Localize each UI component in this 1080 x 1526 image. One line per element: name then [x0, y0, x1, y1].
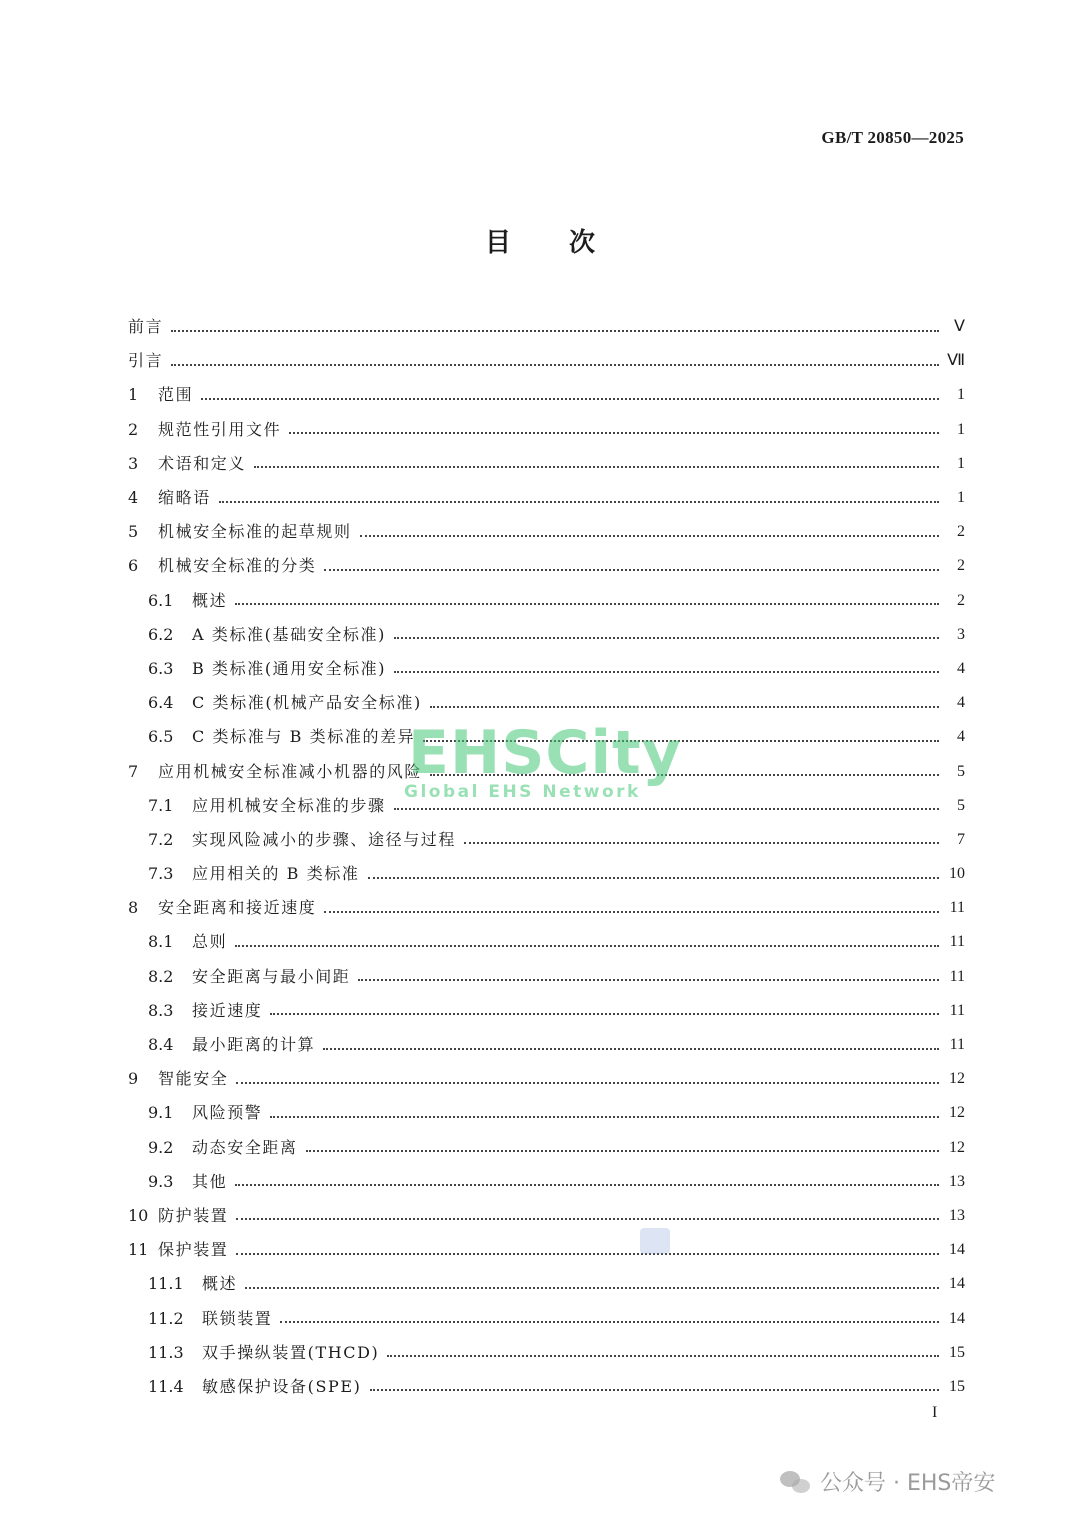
toc-entry-page: 4 — [957, 659, 965, 677]
toc-entry-number: 1 — [128, 385, 139, 405]
toc-entry-page: 11 — [949, 1036, 965, 1054]
toc-entry-title: 缩略语 — [158, 488, 211, 508]
dot-leader — [324, 568, 939, 571]
toc-entry[interactable] — [128, 413, 965, 447]
toc-entry[interactable] — [128, 686, 965, 720]
toc-entry-title: 安全距离和接近速度 — [158, 898, 317, 918]
toc-entry-page: 4 — [957, 728, 965, 746]
dot-leader — [270, 1115, 939, 1118]
table-of-contents — [128, 310, 965, 1404]
toc-entry[interactable] — [128, 1165, 965, 1199]
toc-entry[interactable] — [128, 925, 965, 959]
dot-leader — [235, 1183, 939, 1186]
toc-entry[interactable] — [128, 344, 965, 378]
toc-entry-title: 联锁装置 — [202, 1308, 273, 1328]
toc-entry-number: 8.1 — [148, 932, 174, 952]
toc-entry-number: 7.2 — [148, 829, 174, 849]
toc-entry-title: 安全距离与最小间距 — [192, 966, 351, 986]
dot-leader — [219, 500, 939, 503]
toc-entry-number: 3 — [128, 453, 139, 473]
dot-leader — [360, 534, 939, 537]
toc-entry-page: 5 — [957, 796, 965, 814]
watermark-tagline: Global EHS Network — [404, 782, 641, 802]
toc-entry-number: 9.1 — [148, 1103, 174, 1123]
toc-entry-page: 11 — [949, 933, 965, 951]
toc-entry-number: 11.1 — [148, 1274, 184, 1294]
toc-entry-page: 2 — [957, 591, 965, 609]
toc-entry[interactable] — [128, 789, 965, 823]
toc-entry-title: 保护装置 — [158, 1240, 229, 1260]
toc-entry-number: 11.4 — [148, 1376, 184, 1396]
toc-entry-title: 应用机械安全标准的步骤 — [192, 795, 386, 815]
toc-entry-number: 4 — [128, 488, 139, 508]
dot-leader — [394, 636, 939, 639]
toc-entry[interactable] — [128, 447, 965, 481]
toc-entry[interactable] — [128, 1233, 965, 1267]
toc-entry[interactable] — [128, 891, 965, 925]
toc-entry-page: 4 — [957, 694, 965, 712]
toc-entry[interactable] — [128, 1131, 965, 1165]
page-title: 目次 — [484, 228, 653, 258]
toc-entry-page: 2 — [957, 523, 965, 541]
dot-leader — [235, 944, 939, 947]
toc-entry-number: 8.4 — [148, 1035, 174, 1055]
toc-entry-page: 11 — [949, 1001, 965, 1019]
toc-entry[interactable] — [128, 310, 965, 344]
toc-entry-title: 最小距离的计算 — [192, 1035, 316, 1055]
toc-entry-page: 15 — [949, 1343, 965, 1361]
toc-entry-title: 实现风险减小的步骤、途径与过程 — [192, 829, 457, 849]
toc-entry[interactable] — [128, 1301, 965, 1335]
toc-entry-title: C 类标准(机械产品安全标准) — [192, 693, 422, 713]
toc-entry[interactable] — [128, 823, 965, 857]
toc-entry[interactable] — [128, 994, 965, 1028]
toc-entry[interactable] — [128, 720, 965, 754]
toc-entry[interactable] — [128, 549, 965, 583]
toc-entry-title: 动态安全距离 — [192, 1137, 298, 1157]
toc-entry-number: 11.2 — [148, 1308, 184, 1328]
toc-entry-number: 6.4 — [148, 693, 174, 713]
dot-leader — [430, 773, 939, 776]
toc-entry-number: 8.3 — [148, 1000, 174, 1020]
dot-leader — [171, 363, 939, 366]
dot-leader — [394, 670, 939, 673]
dot-leader — [236, 1217, 939, 1220]
toc-entry-title: 防护装置 — [158, 1205, 229, 1225]
toc-entry-title: 术语和定义 — [158, 453, 247, 473]
toc-entry-number: 11.3 — [148, 1342, 184, 1362]
toc-entry-title: 敏感保护设备(SPE) — [202, 1376, 362, 1396]
toc-entry-page: 1 — [957, 420, 965, 438]
toc-entry-page: 14 — [949, 1241, 965, 1259]
watermark-brand: EHSCity — [408, 718, 682, 788]
toc-entry-page: 2 — [957, 557, 965, 575]
dot-leader — [289, 431, 939, 434]
toc-entry[interactable] — [128, 1336, 965, 1370]
wechat-icon — [780, 1469, 810, 1495]
toc-entry[interactable] — [128, 1370, 965, 1404]
toc-entry-page: Ⅶ — [947, 352, 965, 370]
toc-entry-number: 6.3 — [148, 658, 174, 678]
toc-entry[interactable] — [128, 378, 965, 412]
toc-entry-title: 前言 — [128, 317, 164, 337]
toc-entry[interactable] — [128, 754, 965, 788]
dot-leader — [394, 807, 939, 810]
footer-watermark — [780, 1466, 995, 1497]
toc-entry-page: 11 — [949, 967, 965, 985]
toc-entry-number: 7.3 — [148, 864, 174, 884]
toc-entry-title: 双手操纵装置(THCD) — [202, 1342, 380, 1362]
toc-entry-page: 15 — [949, 1377, 965, 1395]
toc-entry-title: 应用相关的 B 类标准 — [192, 864, 360, 884]
toc-entry-page: 12 — [949, 1104, 965, 1122]
dot-leader — [201, 397, 939, 400]
toc-entry-page: 10 — [949, 865, 965, 883]
dot-leader — [423, 739, 939, 742]
toc-entry-title: 概述 — [202, 1274, 238, 1294]
toc-entry-number: 8 — [128, 898, 139, 918]
dot-leader — [387, 1354, 939, 1357]
toc-entry-title: C 类标准与 B 类标准的差异 — [192, 727, 416, 747]
toc-entry-title: 风险预警 — [192, 1103, 263, 1123]
toc-entry-number: 6.1 — [148, 590, 174, 610]
dot-leader — [236, 1252, 939, 1255]
toc-entry-page: 12 — [949, 1070, 965, 1088]
toc-entry-page: 13 — [949, 1172, 965, 1190]
sac-logo-icon — [640, 1228, 670, 1254]
toc-entry[interactable] — [128, 1096, 965, 1130]
dot-leader — [254, 465, 939, 468]
standard-code: GB/T 20850—2025 — [821, 128, 964, 147]
toc-entry-page: Ⅴ — [954, 318, 965, 336]
dot-leader — [370, 1388, 940, 1391]
toc-entry-number: 7.1 — [148, 795, 174, 815]
toc-entry-page: 14 — [949, 1275, 965, 1293]
toc-entry[interactable] — [128, 1199, 965, 1233]
toc-entry-number: 10 — [128, 1205, 149, 1225]
dot-leader — [245, 1286, 939, 1289]
toc-entry-number: 6 — [128, 556, 139, 576]
toc-entry-number: 9.3 — [148, 1171, 174, 1191]
dot-leader — [280, 1320, 939, 1323]
toc-entry-title: 概述 — [192, 590, 228, 610]
toc-entry-page: 3 — [957, 625, 965, 643]
toc-entry-title: 总则 — [192, 932, 228, 952]
toc-entry-title: 引言 — [128, 351, 164, 371]
page-number: I — [932, 1404, 938, 1421]
dot-leader — [358, 978, 939, 981]
toc-entry[interactable] — [128, 1028, 965, 1062]
toc-entry-page: 1 — [957, 489, 965, 507]
toc-entry-title: A 类标准(基础安全标准) — [192, 624, 386, 644]
toc-entry-page: 5 — [957, 762, 965, 780]
toc-entry-page: 1 — [957, 454, 965, 472]
toc-entry-number: 9 — [128, 1069, 139, 1089]
toc-entry-page: 7 — [957, 830, 965, 848]
toc-entry-title: 智能安全 — [158, 1069, 229, 1089]
toc-entry[interactable] — [128, 652, 965, 686]
dot-leader — [323, 1047, 939, 1050]
toc-entry-page: 12 — [949, 1138, 965, 1156]
footer-text: 公众号 · EHS帝安 — [820, 1471, 996, 1496]
toc-entry-title: 接近速度 — [192, 1000, 263, 1020]
dot-leader — [236, 1081, 939, 1084]
toc-entry-number: 11 — [128, 1240, 149, 1260]
toc-entry-number: 6.5 — [148, 727, 174, 747]
toc-entry-title: 范围 — [158, 385, 194, 405]
dot-leader — [430, 705, 939, 708]
toc-entry-page: 14 — [949, 1309, 965, 1327]
dot-leader — [464, 841, 939, 844]
toc-entry-number: 9.2 — [148, 1137, 174, 1157]
dot-leader — [306, 1149, 939, 1152]
toc-entry-title: 其他 — [192, 1171, 228, 1191]
toc-entry-page: 1 — [957, 386, 965, 404]
toc-entry-number: 6.2 — [148, 624, 174, 644]
toc-entry-title: B 类标准(通用安全标准) — [192, 658, 387, 678]
toc-entry-number: 5 — [128, 522, 139, 542]
toc-entry[interactable] — [128, 857, 965, 891]
toc-entry-number: 2 — [128, 419, 139, 439]
toc-entry-page: 13 — [949, 1206, 965, 1224]
toc-entry[interactable] — [128, 515, 965, 549]
dot-leader — [270, 1012, 939, 1015]
toc-entry[interactable] — [128, 618, 965, 652]
toc-entry[interactable] — [128, 584, 965, 618]
toc-entry[interactable] — [128, 960, 965, 994]
toc-entry-title: 机械安全标准的分类 — [158, 556, 317, 576]
toc-entry-number: 8.2 — [148, 966, 174, 986]
toc-entry-title: 应用机械安全标准减小机器的风险 — [158, 761, 423, 781]
dot-leader — [324, 910, 939, 913]
dot-leader — [368, 876, 939, 879]
dot-leader — [171, 329, 939, 332]
toc-entry[interactable] — [128, 1062, 965, 1096]
toc-entry[interactable] — [128, 481, 965, 515]
dot-leader — [235, 602, 939, 605]
toc-entry-title: 机械安全标准的起草规则 — [158, 522, 352, 542]
toc-entry-page: 11 — [949, 899, 965, 917]
toc-entry-title: 规范性引用文件 — [158, 419, 282, 439]
toc-entry[interactable] — [128, 1267, 965, 1301]
toc-entry-number: 7 — [128, 761, 139, 781]
